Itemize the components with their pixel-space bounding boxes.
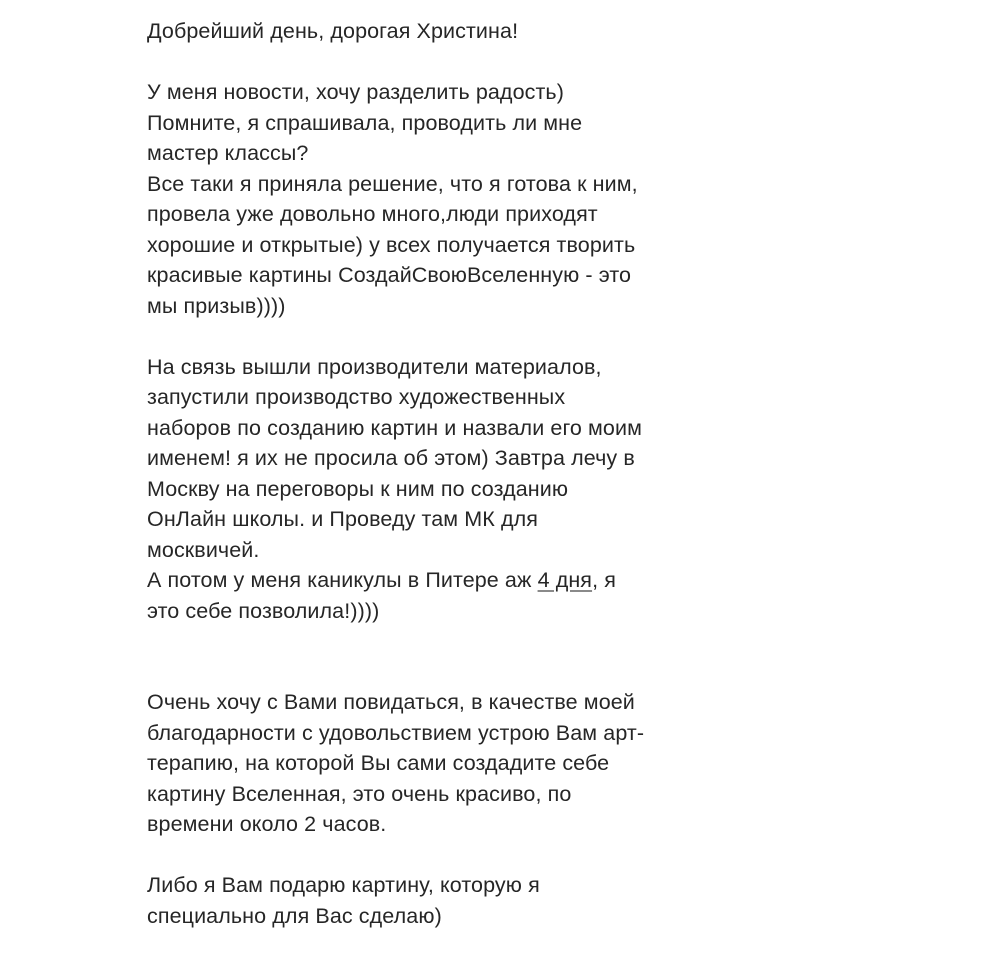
text-line: ОнЛайн школы. и Проведу там МК для — [147, 507, 538, 531]
text-line: красивые картины СоздайСвоюВселенную - это — [147, 263, 632, 287]
text-line: Все таки я приняла решение, что я готова к ним, — [147, 171, 638, 196]
vacation-text-after: , я — [592, 568, 616, 592]
blank-line — [147, 321, 747, 352]
text-line: москвичей. — [147, 537, 260, 562]
text-line: На связь вышли производители материалов, — [147, 354, 602, 379]
text-line: именем! я их не просила об этом) Завтра лечу в — [147, 446, 635, 470]
greeting-line: Добрейший день, дорогая Христина! — [147, 19, 519, 43]
blank-line — [147, 657, 747, 688]
text-line: мы призыв)))) — [147, 293, 286, 318]
blank-line — [147, 840, 747, 871]
text-line: Москву на переговоры к ним по созданию — [147, 476, 569, 501]
text-line: времени около 2 часов. — [147, 812, 387, 836]
text-line: картину Вселенная, это очень красиво, по — [147, 781, 572, 806]
text-line: Очень хочу с Вами повидаться, в качестве моей — [147, 690, 635, 714]
text-line: У меня новости, хочу разделить радость) — [147, 80, 564, 104]
text-line: запустили производство художественных — [147, 385, 566, 409]
text-line: это себе позволила!)))) — [147, 598, 380, 623]
text-line: Либо я Вам подарю картину, которую я — [147, 873, 540, 897]
text-line: наборов по созданию картин и назвали его моим — [147, 415, 642, 440]
text-line: Помните, я спрашивала, проводить ли мне — [147, 110, 583, 135]
text-line: терапию, на которой Вы сами создадите себе — [147, 751, 610, 775]
blank-line — [147, 626, 747, 657]
text-line: провела уже довольно много,люди приходят — [147, 202, 598, 226]
text-line: хорошие и открытые) у всех получается творить — [147, 232, 636, 257]
vacation-line — [147, 565, 747, 596]
text-line: специально для Вас сделаю) — [147, 903, 442, 928]
blank-line — [147, 47, 747, 78]
text-line: благодарности с удовольствием устрою Вам арт- — [147, 720, 645, 745]
text-line: мастер классы? — [147, 141, 309, 165]
date-link[interactable]: 4 дня — [537, 568, 593, 592]
message-body — [147, 16, 747, 931]
vacation-text-before: А потом у меня каникулы в Питере аж — [147, 568, 538, 592]
